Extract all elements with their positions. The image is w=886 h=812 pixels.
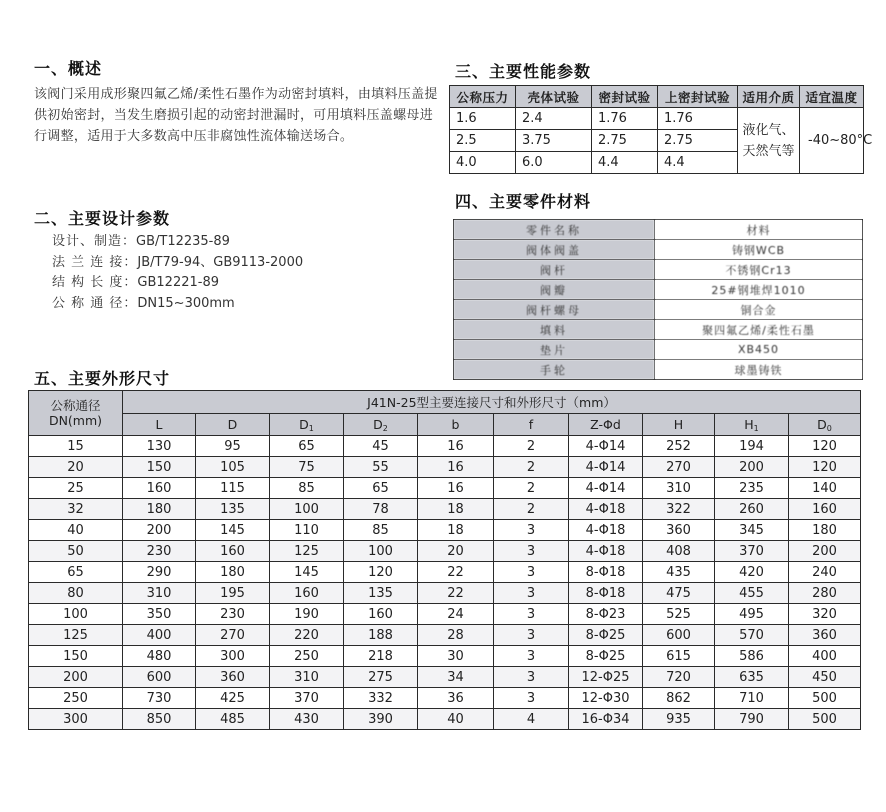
design-param-item (52, 294, 303, 315)
material-part-cell: 填料 (454, 320, 655, 340)
table-cell: 20 (418, 541, 494, 562)
table-cell: 4.4 (592, 152, 658, 174)
dn-cell: 65 (29, 562, 123, 583)
table-cell: 3 (494, 583, 569, 604)
material-value-cell: 材料 (655, 220, 863, 240)
column-header: $D_1$ (270, 414, 344, 436)
dn-cell: 250 (29, 688, 123, 709)
table-cell: 160 (123, 478, 196, 499)
param-value: GB12221-89 (137, 275, 219, 290)
material-part-cell: 零件名称 (454, 220, 655, 240)
table-cell: 12-Φ25 (569, 667, 643, 688)
header-cell: 密封试验 (592, 86, 658, 108)
table-cell: 2 (494, 436, 569, 457)
material-part-cell: 阀杆 (454, 260, 655, 280)
table-cell: 500 (789, 709, 861, 730)
table-cell: 320 (789, 604, 861, 625)
table-cell: 586 (715, 646, 789, 667)
design-param-item (52, 232, 303, 253)
table-cell: 3 (494, 667, 569, 688)
table-cell: 425 (196, 688, 270, 709)
table-cell: 345 (715, 520, 789, 541)
table-cell: 710 (715, 688, 789, 709)
table-cell: 230 (123, 541, 196, 562)
table-cell: 270 (196, 625, 270, 646)
section-title-performance: 三、主要性能参数 (455, 62, 592, 81)
table-cell: 34 (418, 667, 494, 688)
dn-cell: 32 (29, 499, 123, 520)
dn-cell: 150 (29, 646, 123, 667)
table-row (454, 280, 863, 300)
table-cell: 360 (643, 520, 715, 541)
table-row (29, 625, 861, 646)
table-cell: 130 (123, 436, 196, 457)
table-cell: 290 (123, 562, 196, 583)
table-cell: 4.0 (450, 152, 516, 174)
table-cell: 2 (494, 499, 569, 520)
table-cell: 8-Φ23 (569, 604, 643, 625)
table-cell: 2.5 (450, 130, 516, 152)
table-row (29, 436, 861, 457)
table-cell: 230 (196, 604, 270, 625)
table-cell: 635 (715, 667, 789, 688)
table-cell: 3.75 (516, 130, 592, 152)
table-cell: 150 (123, 457, 196, 478)
material-part-cell: 垫片 (454, 340, 655, 360)
table-cell: 2 (494, 478, 569, 499)
column-header: H (643, 414, 715, 436)
column-header: $D_2$ (344, 414, 418, 436)
param-label: 设计、制造： (52, 234, 137, 249)
materials-table (453, 219, 863, 380)
header-cell: 适用介质 (738, 86, 800, 108)
table-row (29, 688, 861, 709)
table-cell: 3 (494, 562, 569, 583)
table-cell: 862 (643, 688, 715, 709)
table-row (29, 478, 861, 499)
dn-cell: 300 (29, 709, 123, 730)
table-cell: 36 (418, 688, 494, 709)
dn-cell: 100 (29, 604, 123, 625)
table-cell: 475 (643, 583, 715, 604)
table-cell: 450 (789, 667, 861, 688)
column-header: D (196, 414, 270, 436)
table-cell: 850 (123, 709, 196, 730)
table-cell: 16 (418, 478, 494, 499)
section-title-overview: 一、概述 (34, 59, 103, 78)
table-row (29, 541, 861, 562)
table-cell: 790 (715, 709, 789, 730)
table-cell: 485 (196, 709, 270, 730)
table-cell: 115 (196, 478, 270, 499)
material-value-cell: 聚四氟乙烯/柔性石墨 (655, 320, 863, 340)
table-cell: 4-Φ18 (569, 520, 643, 541)
column-header: $D_0$ (789, 414, 861, 436)
table-cell: 430 (270, 709, 344, 730)
table-cell: 6.0 (516, 152, 592, 174)
table-cell: 4-Φ14 (569, 478, 643, 499)
material-value-cell: 25#钢堆焊1010 (655, 280, 863, 300)
table-row (454, 220, 863, 240)
table-row (29, 646, 861, 667)
table-cell: 252 (643, 436, 715, 457)
table-cell: 235 (715, 478, 789, 499)
table-cell: 480 (123, 646, 196, 667)
table-cell: 12-Φ30 (569, 688, 643, 709)
table-cell: 4-Φ14 (569, 457, 643, 478)
table-cell: 200 (123, 520, 196, 541)
table-cell: 370 (270, 688, 344, 709)
table-cell: 435 (643, 562, 715, 583)
table-cell: 360 (196, 667, 270, 688)
temperature-cell: -40~80°C (800, 108, 864, 174)
table-cell: 455 (715, 583, 789, 604)
material-value-cell: 铸钢WCB (655, 240, 863, 260)
table-cell: 300 (196, 646, 270, 667)
dn-header-label: 公称通径 (50, 398, 101, 413)
dimensions-table (28, 390, 861, 730)
table-row (454, 300, 863, 320)
table-cell: 390 (344, 709, 418, 730)
table-cell: 100 (270, 499, 344, 520)
dims-group-title: J41N-25型主要连接尺寸和外形尺寸（mm） (123, 391, 861, 414)
table-cell: 525 (643, 604, 715, 625)
table-cell: 45 (344, 436, 418, 457)
table-cell: 145 (270, 562, 344, 583)
column-header: L (123, 414, 196, 436)
table-cell: 350 (123, 604, 196, 625)
table-cell: 200 (715, 457, 789, 478)
table-cell: 4-Φ18 (569, 541, 643, 562)
table-cell: 180 (196, 562, 270, 583)
table-row (29, 604, 861, 625)
table-cell: 190 (270, 604, 344, 625)
table-cell: 16-Φ34 (569, 709, 643, 730)
table-cell: 220 (270, 625, 344, 646)
table-cell: 140 (789, 478, 861, 499)
table-cell: 2.75 (592, 130, 658, 152)
dn-cell: 200 (29, 667, 123, 688)
param-value: JB/T79-94、GB9113-2000 (137, 254, 304, 270)
table-row (454, 240, 863, 260)
table-cell: 4.4 (658, 152, 738, 174)
table-cell: 570 (715, 625, 789, 646)
table-cell: 160 (270, 583, 344, 604)
dn-cell: 40 (29, 520, 123, 541)
design-param-item (52, 273, 303, 294)
section-title-materials: 四、主要零件材料 (455, 192, 592, 211)
table-cell: 275 (344, 667, 418, 688)
table-cell: 360 (789, 625, 861, 646)
overview-paragraph: 该阀门采用成形聚四氟乙烯/柔性石墨作为动密封填料，由填料压盖提供初始密封，当发生磨损引起的动密封泄漏时，可用填料压盖螺母进行调整，适用于大多数高中压非腐蚀性流体输送场合。 (34, 87, 438, 144)
table-cell: 2.4 (516, 108, 592, 130)
param-label: 公 称 通 径： (52, 295, 138, 311)
performance-header-row (450, 86, 864, 108)
material-value-cell: XB450 (655, 340, 863, 360)
table-cell: 194 (715, 436, 789, 457)
table-cell: 180 (789, 520, 861, 541)
table-cell: 600 (123, 667, 196, 688)
table-cell: 310 (643, 478, 715, 499)
column-header: f (494, 414, 569, 436)
dims-group-header-row (29, 391, 861, 414)
table-row (29, 583, 861, 604)
table-cell: 78 (344, 499, 418, 520)
dn-header-unit: DN(mm) (48, 413, 103, 428)
table-cell: 3 (494, 646, 569, 667)
table-row (454, 340, 863, 360)
design-params-list (52, 232, 303, 314)
header-cell: 上密封试验 (658, 86, 738, 108)
table-row (454, 360, 863, 380)
table-cell: 1.76 (658, 108, 738, 130)
table-cell: 4-Φ18 (569, 499, 643, 520)
table-cell: 22 (418, 562, 494, 583)
table-cell: 145 (196, 520, 270, 541)
table-cell: 65 (344, 478, 418, 499)
table-cell: 400 (123, 625, 196, 646)
table-cell: 500 (789, 688, 861, 709)
dn-cell: 80 (29, 583, 123, 604)
param-label: 法 兰 连 接： (52, 254, 138, 270)
column-header: Z-Φd (569, 414, 643, 436)
material-value-cell: 球墨铸铁 (655, 360, 863, 380)
table-cell: 615 (643, 646, 715, 667)
param-value: DN15~300mm (137, 295, 235, 311)
dims-body (29, 436, 861, 730)
table-cell: 188 (344, 625, 418, 646)
table-cell: 95 (196, 436, 270, 457)
table-cell: 4-Φ14 (569, 436, 643, 457)
table-cell: 18 (418, 499, 494, 520)
table-cell: 100 (344, 541, 418, 562)
material-part-cell: 阀杆螺母 (454, 300, 655, 320)
table-cell: 16 (418, 457, 494, 478)
table-cell: 8-Φ25 (569, 646, 643, 667)
table-row (454, 260, 863, 280)
table-cell: 195 (196, 583, 270, 604)
header-cell: 公称压力 (450, 86, 516, 108)
table-cell: 322 (643, 499, 715, 520)
table-cell: 28 (418, 625, 494, 646)
dn-cell: 125 (29, 625, 123, 646)
table-row (29, 520, 861, 541)
table-cell: 250 (270, 646, 344, 667)
table-cell: 3 (494, 604, 569, 625)
table-cell: 8-Φ25 (569, 625, 643, 646)
table-cell: 120 (789, 457, 861, 478)
table-cell: 260 (715, 499, 789, 520)
table-cell: 2.75 (658, 130, 738, 152)
performance-table (449, 85, 873, 174)
dn-cell: 20 (29, 457, 123, 478)
header-cell: 适宜温度 (800, 86, 864, 108)
table-cell: 370 (715, 541, 789, 562)
table-cell: 495 (715, 604, 789, 625)
table-cell: 730 (123, 688, 196, 709)
table-cell: 85 (344, 520, 418, 541)
param-value: GB/T12235-89 (136, 234, 230, 249)
table-cell: 160 (196, 541, 270, 562)
dn-cell: 50 (29, 541, 123, 562)
material-part-cell: 手轮 (454, 360, 655, 380)
table-cell: 110 (270, 520, 344, 541)
table-cell: 720 (643, 667, 715, 688)
material-value-cell: 不锈钢Cr13 (655, 260, 863, 280)
table-cell: 135 (344, 583, 418, 604)
header-cell: 壳体试验 (516, 86, 592, 108)
section-title-dimensions: 五、主要外形尺寸 (34, 369, 171, 388)
table-cell: 280 (789, 583, 861, 604)
dims-column-header-row (29, 414, 861, 436)
table-cell: 200 (789, 541, 861, 562)
material-part-cell: 阀体阀盖 (454, 240, 655, 260)
table-cell: 40 (418, 709, 494, 730)
table-row (29, 457, 861, 478)
table-cell: 3 (494, 520, 569, 541)
medium-cell: 液化气、天然气等 (738, 108, 800, 174)
table-cell: 3 (494, 688, 569, 709)
table-cell: 3 (494, 625, 569, 646)
design-param-item (52, 253, 303, 274)
dn-cell: 25 (29, 478, 123, 499)
table-cell: 218 (344, 646, 418, 667)
table-cell: 22 (418, 583, 494, 604)
dn-header-cell (29, 391, 123, 436)
table-cell: 30 (418, 646, 494, 667)
table-row (29, 667, 861, 688)
table-cell: 3 (494, 541, 569, 562)
table-cell: 270 (643, 457, 715, 478)
table-cell: 4 (494, 709, 569, 730)
dn-cell: 15 (29, 436, 123, 457)
table-cell: 65 (270, 436, 344, 457)
table-cell: 310 (270, 667, 344, 688)
table-row (454, 320, 863, 340)
table-cell: 400 (789, 646, 861, 667)
table-cell: 55 (344, 457, 418, 478)
material-value-cell: 铜合金 (655, 300, 863, 320)
column-header: $H_1$ (715, 414, 789, 436)
table-cell: 24 (418, 604, 494, 625)
column-header: b (418, 414, 494, 436)
table-cell: 85 (270, 478, 344, 499)
table-cell: 18 (418, 520, 494, 541)
table-cell: 125 (270, 541, 344, 562)
table-cell: 120 (789, 436, 861, 457)
table-cell: 332 (344, 688, 418, 709)
table-cell: 75 (270, 457, 344, 478)
table-cell: 160 (789, 499, 861, 520)
table-cell: 16 (418, 436, 494, 457)
section-title-design-params: 二、主要设计参数 (34, 209, 171, 228)
table-cell: 408 (643, 541, 715, 562)
table-row (29, 709, 861, 730)
table-cell: 8-Φ18 (569, 583, 643, 604)
table-cell: 120 (344, 562, 418, 583)
table-cell: 105 (196, 457, 270, 478)
table-row (450, 108, 864, 130)
table-row (29, 562, 861, 583)
table-cell: 420 (715, 562, 789, 583)
material-part-cell: 阀瓣 (454, 280, 655, 300)
table-cell: 160 (344, 604, 418, 625)
table-cell: 935 (643, 709, 715, 730)
table-cell: 310 (123, 583, 196, 604)
table-row (29, 499, 861, 520)
table-cell: 1.76 (592, 108, 658, 130)
table-cell: 600 (643, 625, 715, 646)
table-cell: 2 (494, 457, 569, 478)
table-cell: 8-Φ18 (569, 562, 643, 583)
table-cell: 240 (789, 562, 861, 583)
table-cell: 135 (196, 499, 270, 520)
table-cell: 1.6 (450, 108, 516, 130)
param-label: 结 构 长 度： (52, 275, 138, 290)
table-cell: 180 (123, 499, 196, 520)
